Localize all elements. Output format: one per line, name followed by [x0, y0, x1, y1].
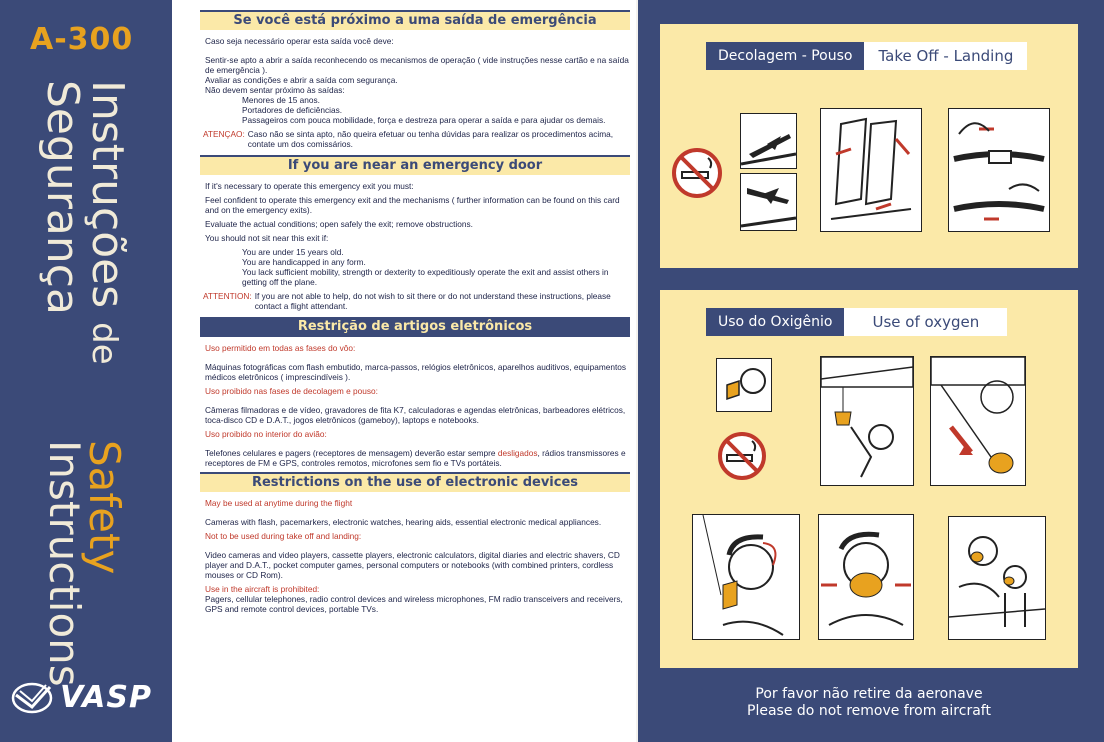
pt-exit-line1: Sentir-se apto a abrir a saída reconhecendo os mecanismos de operação ( vide instruções nesse cartão e na saída de emergência ).	[205, 55, 629, 75]
pt-prohibited-label: Uso proibido no interior do avião:	[205, 429, 327, 439]
no-smoking-icon	[670, 146, 724, 200]
en-exit-item: You lack sufficient mobility, strength or dexterity to expeditiously operate the exit and assist others in getting off the plane.	[242, 267, 609, 287]
takeoff-label-pt: Decolagem - Pouso	[706, 42, 864, 70]
assist-child-icon	[948, 516, 1046, 640]
pt-attention-text: Caso não se sinta apto, não queira efetuar ou tenha dúvidas para realizar os procedimentos acima, contate um dos comissários.	[247, 129, 614, 149]
takeoff-label-en: Take Off - Landing	[864, 42, 1027, 70]
pt-exit-header: Se você está próximo a uma saída de emergência	[200, 10, 630, 30]
en-takeoff-label: Not to be used during take off and landing:	[205, 531, 362, 541]
plane-landing-icon	[740, 173, 797, 231]
en-exit-line3: You should not sit near this exit if:	[205, 233, 329, 243]
airline-name: VASP	[60, 680, 152, 715]
footer-line-en: Please do not remove from aircraft	[747, 703, 991, 719]
plane-takeoff-icon	[740, 113, 797, 169]
en-exit-header: If you are near an emergency door	[200, 155, 630, 175]
en-takeoff-text: Video cameras and video players, cassette players, electronic calculators, digital diaries and electric shavers, CD player and D.A.T., pocket computer games, personal computers or notebooks (with combined printers, cordless mouses or CD Rom).	[205, 550, 620, 580]
pt-prohibited-text-a: Telefones celulares e pagers (receptores de mensagem) deverão estar sempre	[205, 448, 496, 458]
title-pt-word2: Segurança	[37, 80, 88, 315]
oxygen-label	[706, 308, 1007, 336]
oxygen-mask-face-icon	[716, 358, 772, 412]
pt-allowed-text: Máquinas fotográficas com flash embutido, marca-passos, relógios eletrônicos, aparelhos auditivos, equipamentos médicos eletrônicos ( imprescindíveis ).	[205, 362, 627, 382]
oxygen-label-en: Use of oxygen	[844, 308, 1007, 336]
en-attention-text: If you are not able to help, do not wish to sit there or do not understand these instructions, please contact a flight attendant.	[254, 291, 611, 311]
en-exit-intro: If it's necessary to operate this emergency exit you must:	[205, 181, 414, 191]
en-exit-line2: Evaluate the actual conditions; open safely the exit; remove obstructions.	[205, 219, 473, 229]
do-not-remove-notice	[660, 686, 1078, 720]
pt-prohibited-text-highlight: desligados	[497, 448, 538, 458]
title-pt-de: de	[84, 322, 124, 365]
en-exit-item: You are under 15 years old.	[242, 247, 344, 257]
pt-exit-item: Portadores de deficiências.	[242, 105, 343, 115]
en-allowed-text: Cameras with flash, pacemarkers, electronic watches, hearing aids, essential electronic medical appliances.	[205, 517, 602, 527]
oxygen-label-pt: Uso do Oxigênio	[706, 308, 844, 336]
footer-line-pt: Por favor não retire da aeronave	[755, 686, 983, 702]
en-exit-line1: Feel confident to operate this emergency exit and the mechanisms ( further information can be found on this card and on the emergency exits).	[205, 195, 620, 215]
instructions-column	[200, 10, 630, 618]
takeoff-landing-label	[706, 42, 1027, 70]
en-attention-label: ATTENTION:	[203, 291, 252, 301]
pt-exit-intro: Caso seja necessário operar esta saída você deve:	[205, 36, 394, 46]
breathe-mask-icon	[818, 514, 914, 640]
aircraft-model: A-300	[30, 22, 134, 57]
seat-upright-icon	[820, 108, 922, 232]
title-english	[40, 440, 129, 687]
pt-prohibited-text	[205, 448, 630, 468]
en-electronics-header: Restrictions on the use of electronic devices	[200, 472, 630, 492]
en-attention	[203, 291, 630, 311]
pt-exit-line2: Avaliar as condições e abrir a saída com segurança.	[205, 75, 398, 85]
pt-attention	[203, 129, 630, 149]
en-allowed-label: May be used at anytime during the flight	[205, 498, 353, 508]
pt-electronics-header: Restrição de artigos eletrônicos	[200, 317, 630, 337]
pt-exit-line3: Não devem sentar próximo às saídas:	[205, 85, 345, 95]
pt-exit-item: Menores de 15 anos.	[242, 95, 320, 105]
vasp-logo	[10, 680, 152, 715]
en-exit-item: You are handicapped in any form.	[242, 257, 366, 267]
seatbelt-icon	[948, 108, 1050, 232]
pt-takeoff-text: Câmeras filmadoras e de vídeo, gravadores de fita K7, calculadoras e agendas eletrônicas, barbeadores elétricos, toca-disco CD e D.A.T., jogos eletrônicos (gameboy), laptops e notebooks.	[205, 405, 626, 425]
title-portuguese	[37, 80, 133, 365]
no-smoking-icon	[716, 430, 768, 482]
title-en-word2: Instructions	[40, 440, 89, 687]
en-prohibited-label: Use in the aircraft is prohibited:	[205, 584, 320, 594]
pt-prohibited-text-b: , rádios transmissores e receptores de FM e GPS, controles remotos, microfones sem fio e TVs portáteis.	[205, 448, 626, 468]
vasp-emblem-icon	[10, 681, 54, 715]
title-pt-word1: Instruções	[82, 80, 133, 309]
pt-takeoff-label: Uso proibido nas fases de decolagem e pouso:	[205, 386, 378, 396]
pt-exit-item: Passageiros com pouca mobilidade, força e destreza para operar a saída e para ajudar os demais.	[242, 115, 606, 125]
pull-mask-icon	[930, 356, 1026, 486]
en-prohibited-text: Pagers, cellular telephones, radio control devices and wireless microphones, FM radio transceivers and receivers, GPS and remote control devices, portable TVs.	[205, 594, 623, 614]
pt-allowed-label: Uso permitido em todas as fases do vôo:	[205, 343, 356, 353]
pt-attention-label: ATENÇAO:	[203, 129, 245, 139]
mask-drop-icon	[820, 356, 914, 486]
title-en-word1: Safety	[80, 440, 129, 575]
put-mask-on-icon	[692, 514, 800, 640]
